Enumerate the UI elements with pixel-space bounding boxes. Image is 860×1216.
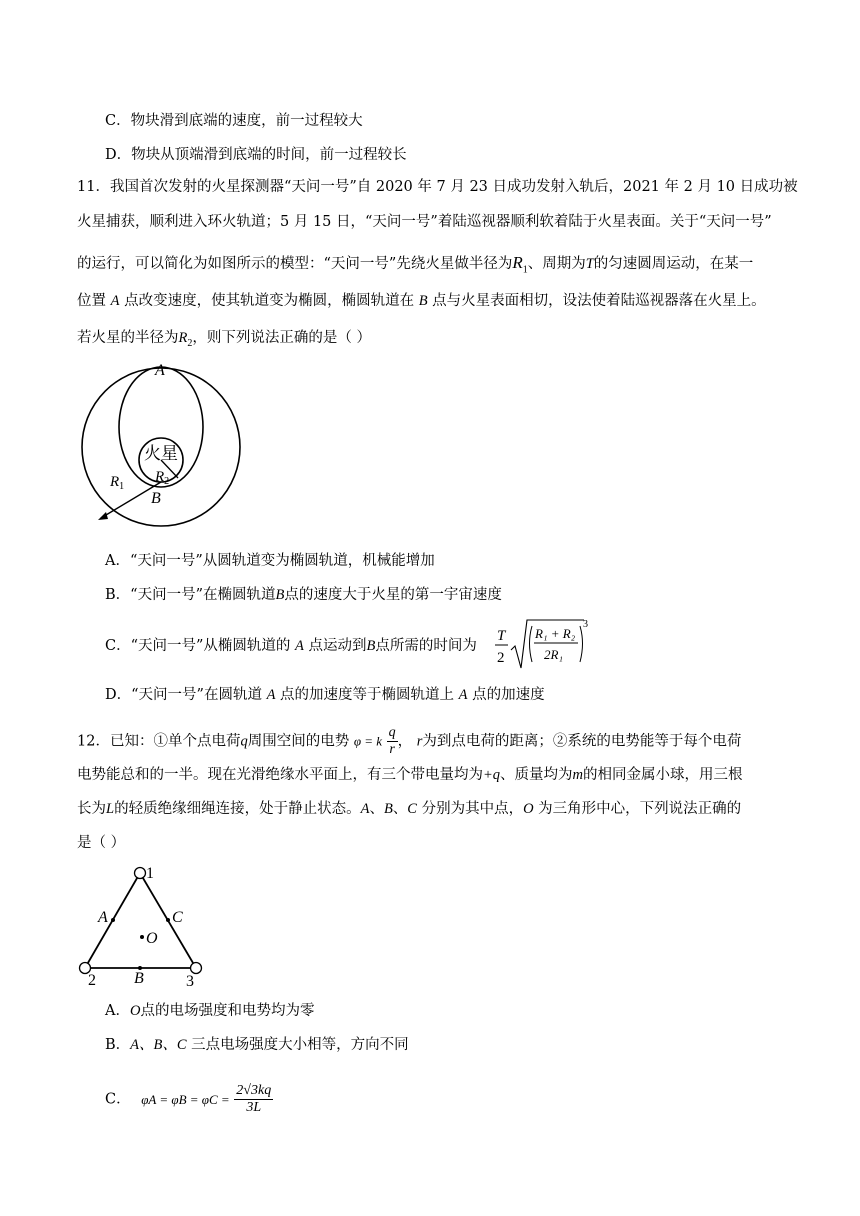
point-a (111, 918, 115, 922)
svg-text:R₁ + R₂: R₁ + R₂ (535, 626, 576, 641)
label-r2: $R_2$ (155, 469, 170, 487)
q11-option-c: C．“天问一号”从椭圆轨道的 A 点运动到B点所需的时间为 (105, 638, 477, 654)
q12-stem-line2: 电势能总和的一半。现在光滑绝缘水平面上，有三个带电量均为+q、质量均为m的相同金属小球，用三根 (77, 767, 743, 783)
q11-option-c-formula (494, 616, 594, 674)
point-c (166, 918, 170, 922)
q12-triangle-figure (76, 862, 216, 990)
q11-option-d: D．“天问一号”在圆轨道 A 点的加速度等于椭圆轨道上 A 点的加速度 (105, 687, 545, 703)
ball-3 (191, 963, 202, 974)
svg-text:3: 3 (186, 973, 194, 990)
q12-stem-line4: 是（ ） (77, 835, 126, 851)
point-o (140, 935, 144, 939)
ball-1 (135, 868, 146, 879)
q10-option-d: D．物块从顶端滑到底端的时间，前一过程较长 (105, 147, 407, 163)
q11-orbit-figure (76, 362, 246, 527)
q11-stem-line2: 火星捕获，顺利进入环火轨道；5 月 15 日，“天问一号”着陆巡视器顺利软着陆于火星表面。关于“天问一号” (77, 214, 772, 230)
q11-option-a: A．“天问一号”从圆轨道变为椭圆轨道，机械能增加 (105, 553, 435, 569)
svg-text:O: O (146, 930, 158, 947)
svg-text:B: B (134, 970, 144, 987)
svg-text:T: T (497, 628, 506, 644)
svg-text:C: C (172, 909, 183, 926)
q10-option-c: C．物块滑到底端的速度，前一过程较大 (105, 113, 363, 129)
q11-stem-line1: 11．我国首次发射的火星探测器“天问一号”自 2020 年 7 月 23 日成功发射入轨后，2021 年 2 月 10 日成功被 (77, 179, 798, 195)
svg-text:2R₁: 2R₁ (544, 647, 563, 662)
svg-text:2: 2 (88, 972, 96, 989)
q11-option-b: B．“天问一号”在椭圆轨道B点的速度大于火星的第一宇宙速度 (105, 587, 502, 603)
q12-stem-line3: 长为L的轻质绝缘细绳连接，处于静止状态。A、B、C 分别为其中点，O 为三角形中心，下列说法正确的 (77, 801, 742, 817)
svg-text:2: 2 (497, 650, 505, 666)
svg-text:A: A (98, 909, 108, 926)
label-r1: $R_1$ (110, 474, 125, 492)
q12-option-b: B．A、B、C 三点电场强度大小相等，方向不同 (105, 1037, 409, 1053)
label-a: A (155, 362, 165, 379)
q12-option-c: C． φA = φB = φC = $\frac{2√3kq}{3L}$ (105, 1083, 272, 1115)
svg-text:1: 1 (146, 865, 154, 882)
q11-stem-line4: 位置 A 点改变速度，使其轨道变为椭圆，椭圆轨道在 B 点与火星表面相切，设法使着陆巡视器落在火星上。 (77, 293, 766, 309)
q12-option-a: A．O点的电场强度和电势均为零 (105, 1003, 315, 1019)
label-b: B (151, 490, 161, 507)
label-mars: 火星 (144, 444, 178, 463)
q11-stem-line5: 若火星的半径为$R_2$，则下列说法正确的是（ ） (77, 330, 371, 349)
svg-text:3: 3 (583, 619, 588, 630)
q12-stem-line1: 12．已知：①单个点电荷q周围空间的电势 φ = k $\frac{q}{r}$ ， r为到点电荷的距离；②系统的电势能等于每个电荷 (77, 725, 742, 757)
q11-stem-line3: 的运行，可以简化为如图所示的模型：“天问一号”先绕火星做半径为$R_1$、周期为T的匀速圆周运动，在某一 (77, 253, 754, 276)
